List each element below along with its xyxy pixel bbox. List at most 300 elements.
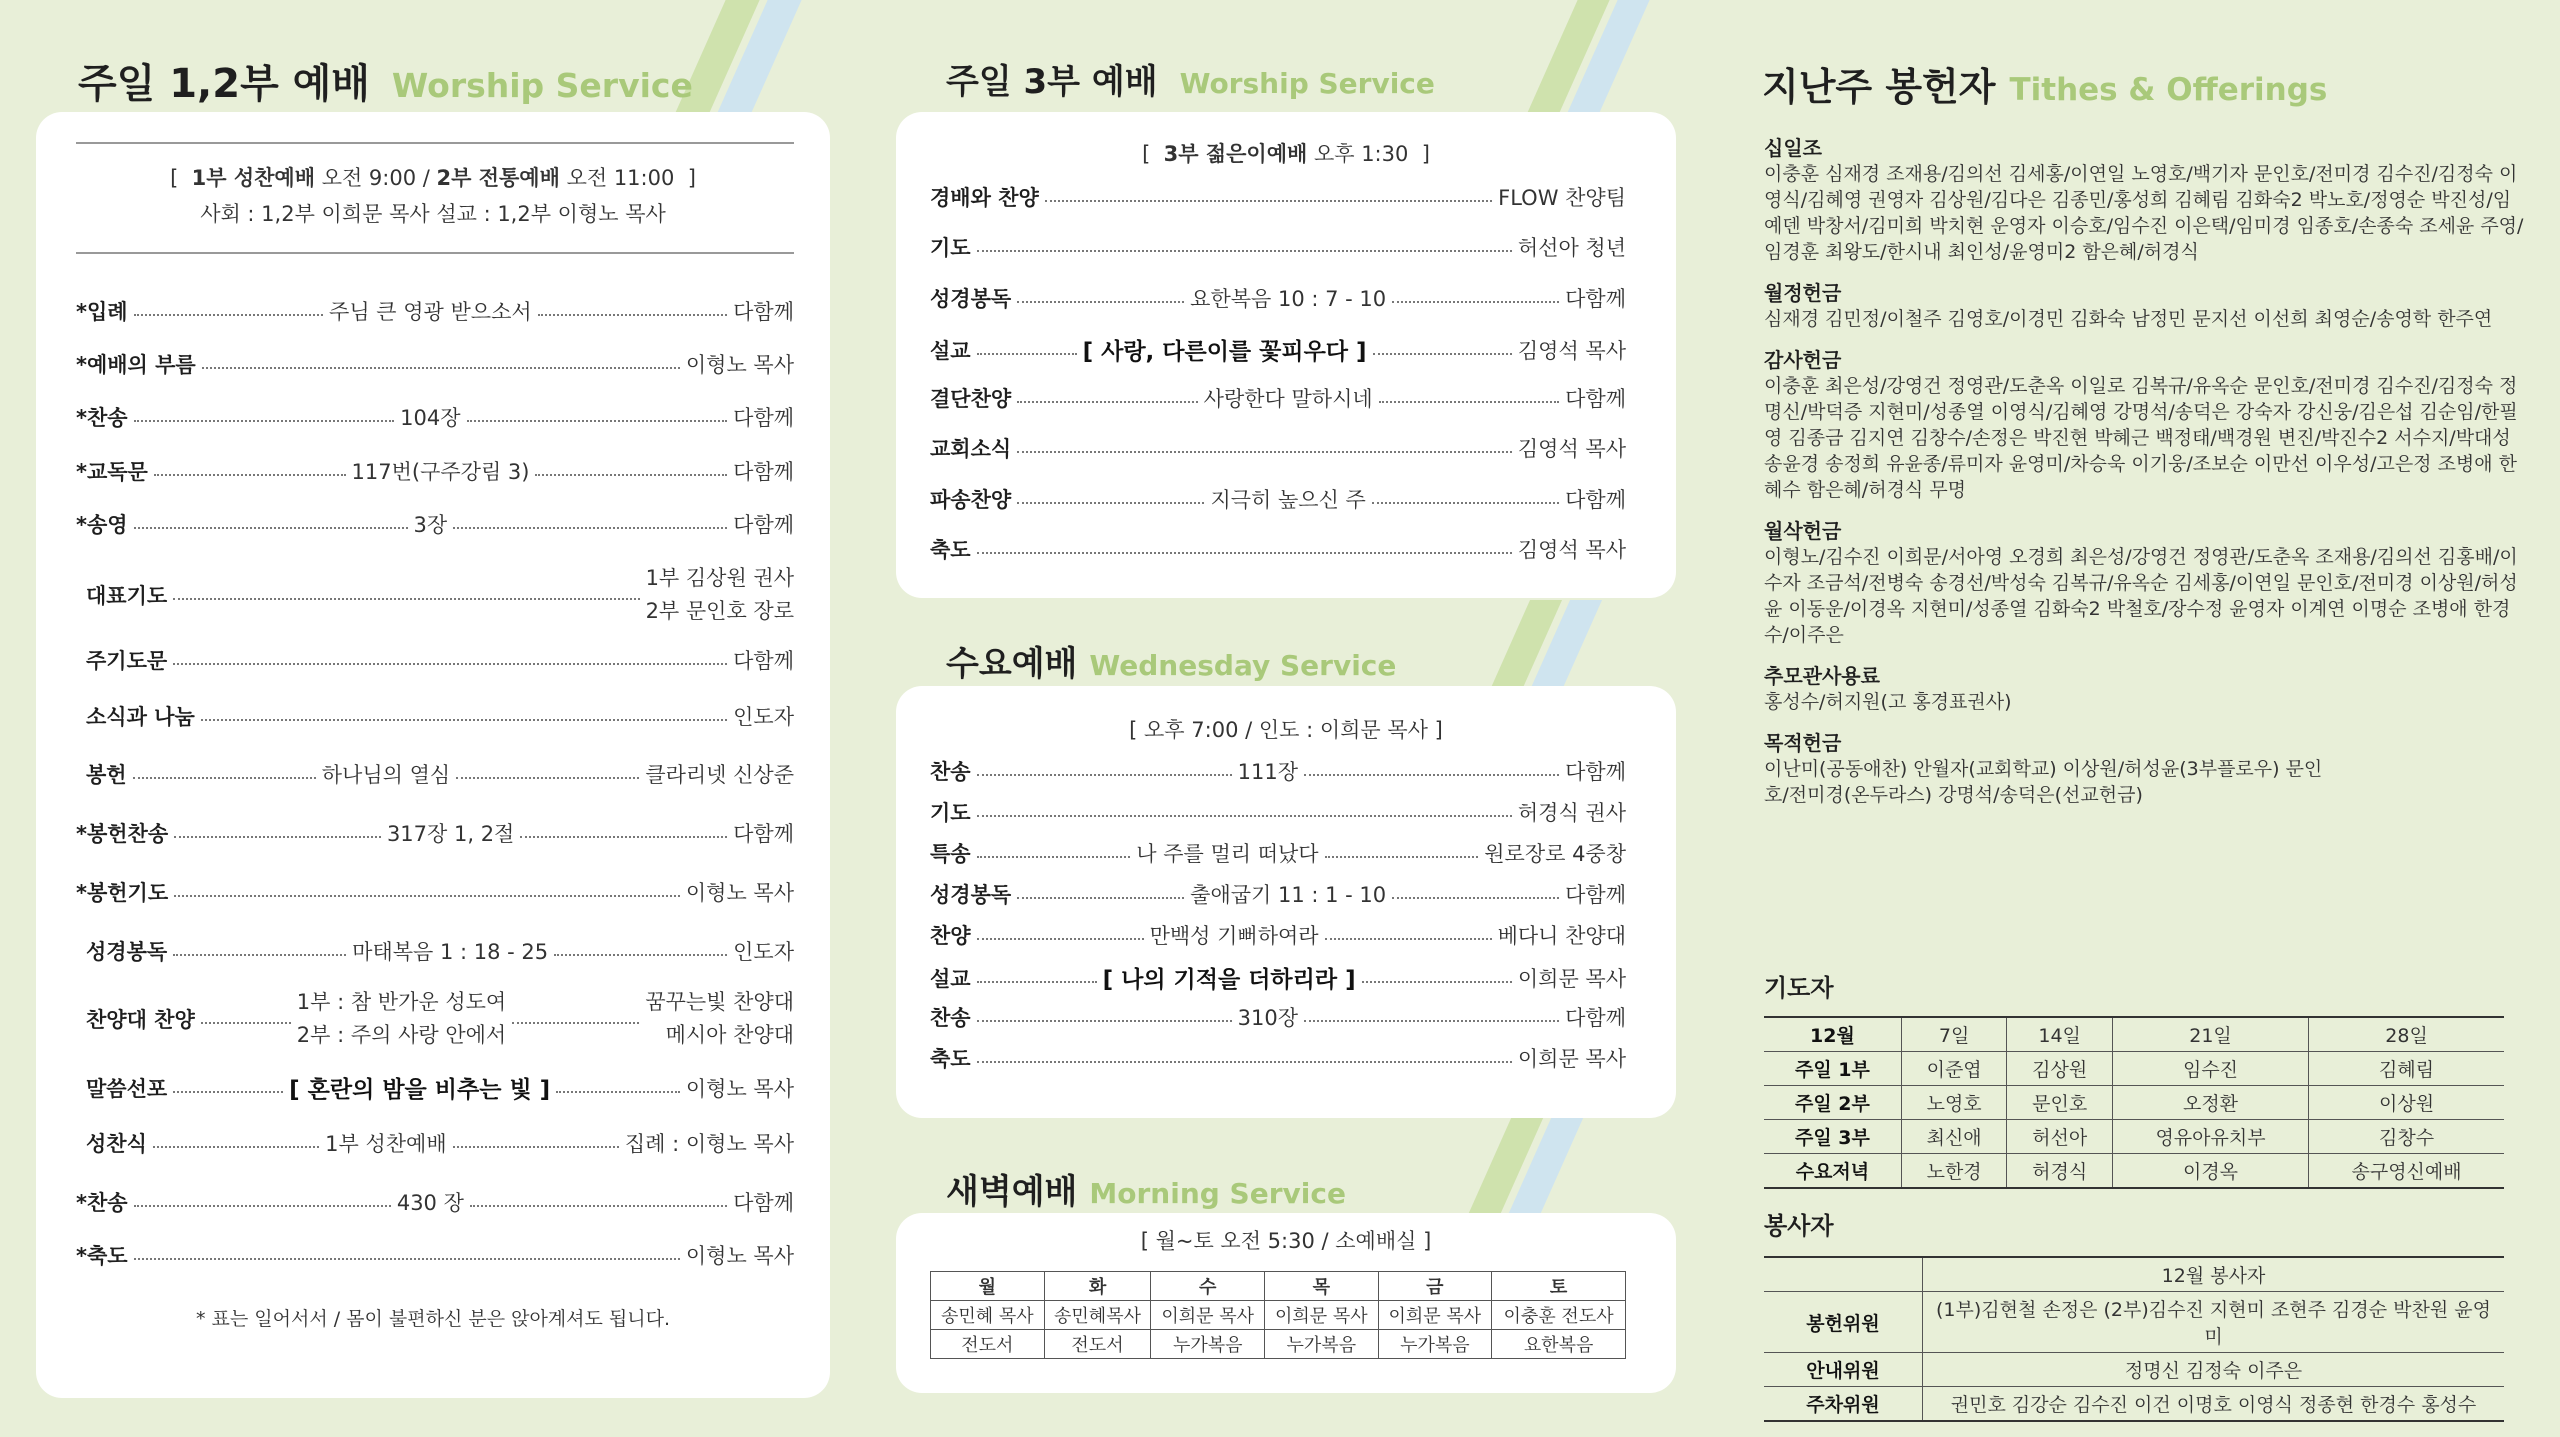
order-label: 결단찬양 — [930, 387, 1012, 411]
order-content: 지극히 높으신 주 — [1210, 488, 1366, 512]
sunday3-header — [896, 138, 1676, 168]
servant-names: 권민호 김강순 김수진 이건 이명호 이영식 정종현 한경수 홍성수 — [1923, 1387, 2505, 1422]
offerings-title-en: Tithes & Offerings — [2009, 72, 2328, 108]
servants-title: 봉사자 — [1764, 1212, 1834, 1240]
servant-role: 봉헌위원 — [1764, 1292, 1923, 1353]
order-leader: 원로장로 4중창 — [1484, 842, 1627, 866]
order-leader: 다함께 — [1565, 387, 1627, 411]
order-label: 경배와 찬양 — [930, 186, 1039, 210]
sunday3-title — [946, 54, 1435, 103]
dawn-title — [946, 1164, 1346, 1213]
order-leader: FLOW 찬양팀 — [1498, 186, 1626, 210]
order-label: 성찬식 — [86, 1132, 147, 1156]
order-label: 대표기도 — [86, 584, 168, 608]
offering-group-title: 감사헌금 — [1764, 348, 1842, 372]
bracket-open: [ — [1142, 142, 1151, 166]
offering-group-names: 심재경 김민정/이철주 김영호/이경민 김화숙 남정민 문지선 이선희 최영순/송영학 한주연 — [1764, 308, 2493, 330]
leader-dots — [173, 954, 346, 956]
order-content-multi — [297, 986, 506, 1052]
order-leader-multi — [646, 562, 794, 628]
service2-name: 2부 전통예배 — [436, 166, 560, 190]
order-content: 하나님의 열심 — [321, 763, 451, 787]
order-leader: 2부 문인호 장로 — [645, 599, 794, 623]
order-label: *축도 — [76, 1244, 128, 1268]
leader-dots — [201, 719, 727, 721]
leader-dots — [153, 1146, 319, 1148]
offering-group — [1764, 344, 2524, 503]
order-label: *교독문 — [76, 460, 148, 484]
order-leader: 김영석 목사 — [1517, 338, 1626, 363]
prayer-header-cell: 28일 — [2309, 1017, 2504, 1052]
leader-dots — [977, 938, 1144, 940]
leader-dots — [1373, 353, 1512, 355]
order-label: 찬송 — [930, 1006, 971, 1030]
dawn-leaders-row — [931, 1301, 1626, 1330]
order-label: 성경봉독 — [930, 883, 1012, 907]
order-row — [76, 456, 794, 486]
prayer-cell: 주일 3부 — [1764, 1120, 1901, 1154]
offerings-title — [1762, 56, 2327, 111]
order-row — [930, 283, 1626, 313]
order-content: 117번(구주강림 3) — [351, 460, 530, 484]
offerings-list — [1764, 120, 2524, 808]
day-cell: 월 — [931, 1272, 1045, 1301]
prayer-row — [1764, 1154, 2504, 1189]
prayer-header-cell: 14일 — [2007, 1017, 2113, 1052]
order-label: 성경봉독 — [930, 287, 1012, 311]
leader-cell: 송민혜목사 — [1044, 1301, 1151, 1330]
leader-cell: 이희문 목사 — [1378, 1301, 1492, 1330]
order-leader: 다함께 — [1565, 1006, 1626, 1030]
leader-dots — [556, 1091, 680, 1093]
service1-time: 오전 9:00 / — [321, 166, 430, 190]
offering-group-title: 십일조 — [1764, 136, 1822, 160]
leader-dots — [134, 1258, 680, 1260]
sunday3-card — [896, 112, 1676, 598]
order-leader: 허선아 청년 — [1517, 236, 1626, 260]
wednesday-card — [896, 686, 1676, 1118]
order-content: 310장 — [1237, 1006, 1299, 1030]
order-row — [930, 534, 1626, 564]
order-leader: 다함께 — [733, 649, 794, 673]
sermon-title: [ 사랑, 다른이를 꽃피우다 ] — [1082, 339, 1367, 365]
service3-name: 3부 젊은이예배 — [1163, 142, 1308, 166]
prayer-cell: 송구영신예배 — [2309, 1154, 2504, 1189]
order-row — [86, 560, 794, 630]
order-leader: 1부 김상원 권사 — [645, 566, 794, 590]
offering-group — [1764, 660, 2524, 715]
dawn-title-ko: 새벽예배 — [946, 1172, 1078, 1212]
order-leader: 다함께 — [733, 822, 794, 846]
order-leader: 다함께 — [733, 1191, 794, 1215]
dawn-card — [896, 1213, 1676, 1393]
leader-dots — [1304, 774, 1559, 776]
order-leader: 다함께 — [733, 460, 795, 484]
order-label: 찬양대 찬양 — [86, 1008, 195, 1032]
prayer-cell: 이상원 — [2309, 1086, 2504, 1120]
leader-dots — [134, 1205, 391, 1207]
leader-dots — [1325, 856, 1479, 858]
order-leader: 인도자 — [733, 940, 794, 964]
servant-names: (1부)김현철 손정은 (2부)김수진 지현미 조현주 김경순 박찬원 윤영미 — [1923, 1292, 2505, 1353]
order-row — [930, 433, 1626, 463]
prayer-header-row — [1764, 1017, 2504, 1052]
dawn-days-row — [931, 1272, 1626, 1301]
order-content: 1부 성찬예배 — [325, 1132, 447, 1156]
order-content: 출애굽기 11 : 1 - 10 — [1190, 883, 1387, 907]
servant-role: 안내위원 — [1764, 1353, 1923, 1387]
wednesday-header: [ 오후 7:00 / 인도 : 이희문 목사 ] — [1129, 718, 1443, 742]
order-row — [930, 1002, 1626, 1032]
order-row — [76, 1187, 794, 1217]
prayer-cell: 이경옥 — [2112, 1154, 2308, 1189]
leader-dots — [174, 836, 381, 838]
prayer-cell: 김혜림 — [2309, 1052, 2504, 1086]
servants-header-blank — [1764, 1257, 1923, 1292]
leader-dots — [1325, 938, 1492, 940]
order-row — [930, 383, 1626, 413]
offering-group-names: 홍성수/허지원(고 홍경표권사) — [1764, 691, 2012, 713]
leader-dots — [977, 856, 1131, 858]
order-content: 주님 큰 영광 받으소서 — [329, 300, 532, 324]
book-cell: 요한복음 — [1492, 1330, 1626, 1359]
leader-dots — [1017, 401, 1198, 403]
order-row — [76, 296, 794, 326]
order-label: 주기도문 — [86, 649, 168, 673]
bracket-open: [ — [170, 166, 179, 190]
order-label: 특송 — [930, 842, 971, 866]
sunday12-header-line2: 사회 : 1,2부 이희문 목사 설교 : 1,2부 이형노 목사 — [200, 202, 666, 226]
order-label: 찬양 — [930, 924, 971, 948]
prayer-cell: 이준엽 — [1901, 1052, 2007, 1086]
book-cell: 전도서 — [931, 1330, 1045, 1359]
order-leader: 허경식 권사 — [1517, 801, 1626, 825]
prayer-row — [1764, 1052, 2504, 1086]
leader-dots — [1362, 981, 1512, 983]
sunday12-title-en: Worship Service — [391, 66, 693, 105]
prayer-cell: 김창수 — [2309, 1120, 2504, 1154]
order-leader: 다함께 — [1565, 287, 1626, 311]
prayer-header-cell: 21일 — [2112, 1017, 2308, 1052]
order-row — [86, 701, 794, 731]
prayer-cell: 노영호 — [1901, 1086, 2007, 1120]
order-leader: 다함께 — [1565, 488, 1626, 512]
leader-dots — [554, 954, 727, 956]
book-cell: 누가복음 — [1151, 1330, 1265, 1359]
order-leader: 이형노 목사 — [685, 881, 794, 905]
leader-dots — [1017, 897, 1184, 899]
prayer-cell: 최신애 — [1901, 1120, 2007, 1154]
order-row — [930, 756, 1626, 786]
offering-group-title: 월삭헌금 — [1764, 519, 1842, 543]
leader-dots — [174, 895, 680, 897]
book-cell: 전도서 — [1044, 1330, 1151, 1359]
leader-cell: 송민혜 목사 — [931, 1301, 1045, 1330]
order-label: 기도 — [930, 801, 971, 825]
order-label: 말씀선포 — [86, 1076, 168, 1101]
order-content: 나 주를 멀리 떠났다 — [1136, 842, 1319, 866]
order-label: *예배의 부름 — [76, 353, 196, 377]
day-cell: 목 — [1265, 1272, 1379, 1301]
order-leader: 다함께 — [733, 513, 795, 537]
dawn-title-en: Morning Service — [1089, 1177, 1346, 1210]
order-row — [86, 936, 794, 966]
leader-dots — [538, 314, 727, 316]
servant-role: 주차위원 — [1764, 1387, 1923, 1422]
service2-time: 오전 11:00 — [566, 166, 675, 190]
order-row — [76, 877, 794, 907]
wednesday-title-en: Wednesday Service — [1089, 649, 1397, 682]
prayer-cell: 허경식 — [2007, 1154, 2113, 1189]
order-leader-multi — [645, 986, 794, 1052]
order-content: 사랑한다 말하시네 — [1203, 387, 1373, 411]
leader-cell: 이희문 목사 — [1265, 1301, 1379, 1330]
leader-dots — [202, 367, 680, 369]
offering-group — [1764, 277, 2524, 332]
offering-group-names: 이난미(공동애찬) 안월자(교회학교) 이상원/허성윤(3부플로우) 문인호/전미경(온두라스) 강명석/송덕은(선교헌금) — [1764, 758, 2323, 806]
sunday12-rule-bottom — [76, 252, 794, 254]
day-cell: 금 — [1378, 1272, 1492, 1301]
leader-dots — [1372, 502, 1559, 504]
day-cell: 화 — [1044, 1272, 1151, 1301]
prayer-cell: 오정환 — [2112, 1086, 2308, 1120]
prayer-cell: 수요저녁 — [1764, 1154, 1901, 1189]
servant-names: 정명신 김정숙 이주은 — [1923, 1353, 2505, 1387]
sunday12-header-line1 — [36, 162, 830, 192]
offering-group-names: 이충훈 최은성/강영건 정영관/도춘옥 이일로 김복규/유옥순 문인호/전미경 김수진/김정숙 정명신/박덕증 지현미/성종열 이영식/김혜영 강명석/송덕은 강숙자 강신웅/김은섭 김순임/한필영 김종금 김지연 김창수/손정은 박진현 박혜근 백정태/백경원 변진/박진수2 서수지/박대성 송윤경 송정희 유윤종/류미자 윤영미/차승욱 이기웅/조보순 이만선 이우성/고은정 조병애 한혜수 함은혜/허경식 무명 — [1764, 375, 2518, 501]
order-content: 430 장 — [396, 1191, 464, 1215]
order-label: *송영 — [76, 513, 128, 537]
wednesday-title — [946, 636, 1396, 685]
book-cell: 누가복음 — [1265, 1330, 1379, 1359]
prayer-row — [1764, 1120, 2504, 1154]
dawn-table — [930, 1271, 1626, 1359]
order-label: 설교 — [930, 338, 971, 363]
order-label: *찬송 — [76, 406, 128, 430]
order-row — [86, 759, 794, 789]
order-label: *봉헌찬송 — [76, 822, 169, 846]
prayer-cell: 김상원 — [2007, 1052, 2113, 1086]
order-row — [930, 961, 1626, 994]
offerings-title-ko: 지난주 봉헌자 — [1762, 65, 1996, 109]
servants-row — [1764, 1292, 2504, 1353]
offering-group-title: 추모관사용료 — [1764, 664, 1880, 688]
offering-group-names: 이충훈 심재경 조재용/김의선 김세홍/이연일 노영호/백기자 문인호/전미경 김수진/김정숙 이영식/김혜영 권영자 김상원/김다은 김종민/홍성희 김혜림 김화숙2 박노호/정영순 박진성/임예덴 박창서/김미희 박치현 운영자 이승호/임수진 이은택/임미경 임종호/손종숙 조세윤 주영/임경훈 최왕도/한시내 최인성/윤영미2 함은혜/허경식 — [1764, 163, 2524, 263]
servants-header-row — [1764, 1257, 2504, 1292]
dawn-header: [ 월~토 오전 5:30 / 소예배실 ] — [1140, 1229, 1432, 1253]
sunday12-footnote: * 표는 일어서서 / 몸이 불편하신 분은 앉아계셔도 됩니다. — [195, 1308, 671, 1330]
order-leader: 이형노 목사 — [685, 1244, 794, 1268]
prayer-header-cell: 7일 — [1901, 1017, 2007, 1052]
order-row — [930, 232, 1626, 262]
leader-dots — [1017, 301, 1184, 303]
order-row — [76, 402, 794, 432]
service1-name: 1부 성찬예배 — [191, 166, 315, 190]
leader-dots — [977, 981, 1097, 983]
order-leader: 다함께 — [1565, 883, 1626, 907]
order-leader: 집례 : 이형노 목사 — [624, 1132, 794, 1156]
leader-dots — [456, 777, 639, 779]
order-row — [76, 349, 794, 379]
servants-table — [1764, 1256, 2504, 1422]
order-row — [86, 645, 794, 675]
offering-group — [1764, 515, 2524, 648]
leader-dots — [154, 474, 346, 476]
order-content: 1부 : 참 반가운 성도여 — [296, 990, 507, 1014]
offering-group — [1764, 727, 2524, 808]
bracket-close: ] — [687, 166, 696, 190]
servants-header-cell: 12월 봉사자 — [1923, 1257, 2505, 1292]
leader-dots — [173, 663, 727, 665]
bracket-close: ] — [1421, 142, 1430, 166]
leader-dots — [453, 527, 727, 529]
leader-dots — [1392, 897, 1559, 899]
order-row — [930, 920, 1626, 950]
order-content: 111장 — [1237, 760, 1299, 784]
leader-dots — [453, 1146, 619, 1148]
order-label: 교회소식 — [930, 437, 1012, 461]
order-content: 요한복음 10 : 7 - 10 — [1190, 287, 1387, 311]
order-leader: 꿈꾸는빛 찬양대 — [645, 990, 794, 1014]
order-row — [930, 1043, 1626, 1073]
prayer-cell: 주일 2부 — [1764, 1086, 1901, 1120]
sunday3-title-ko: 주일 3부 예배 — [946, 62, 1158, 102]
order-row — [930, 838, 1626, 868]
leader-dots — [1017, 502, 1204, 504]
order-content: 마태복음 1 : 18 - 25 — [352, 940, 549, 964]
leader-dots — [977, 774, 1232, 776]
sunday3-title-en: Worship Service — [1179, 67, 1435, 100]
leader-cell: 이희문 목사 — [1151, 1301, 1265, 1330]
order-leader: 이형노 목사 — [685, 1076, 794, 1101]
order-content: 3장 — [413, 513, 448, 537]
order-label: 파송찬양 — [930, 488, 1012, 512]
prayer-cell: 임수진 — [2112, 1052, 2308, 1086]
leader-dots — [535, 474, 727, 476]
prayer-header-cell: 12월 — [1764, 1017, 1901, 1052]
leader-dots — [134, 527, 408, 529]
order-label: 성경봉독 — [86, 940, 168, 964]
prayer-table — [1764, 1016, 2504, 1189]
leader-dots — [134, 420, 395, 422]
prayer-row — [1764, 1086, 2504, 1120]
sermon-title: [ 혼란의 밤을 비추는 빛 ] — [289, 1077, 551, 1103]
order-label: 찬송 — [930, 760, 971, 784]
order-label: *입례 — [76, 300, 128, 324]
leader-dots — [977, 353, 1077, 355]
order-content: 317장 1, 2절 — [386, 822, 515, 846]
order-leader: 클라리넷 신상준 — [645, 763, 795, 787]
servants-row — [1764, 1353, 2504, 1387]
order-leader: 이희문 목사 — [1517, 1047, 1626, 1071]
day-cell: 수 — [1151, 1272, 1265, 1301]
leader-dots — [467, 420, 728, 422]
offering-group — [1764, 132, 2524, 265]
offering-group-title: 월정헌금 — [1764, 281, 1842, 305]
order-label: 축도 — [930, 1047, 971, 1071]
leader-dots — [134, 314, 323, 316]
leader-dots — [1045, 200, 1492, 202]
leader-dots — [977, 552, 1512, 554]
sunday12-rule-top — [76, 142, 794, 144]
order-row — [930, 182, 1626, 212]
order-leader: 이희문 목사 — [1517, 966, 1626, 991]
order-label: 기도 — [930, 236, 971, 260]
leader-dots — [133, 777, 316, 779]
leader-cell: 이충훈 전도사 — [1492, 1301, 1626, 1330]
leader-dots — [1017, 451, 1512, 453]
sunday12-title-ko: 주일 1,2부 예배 — [78, 61, 370, 107]
leader-dots — [977, 815, 1512, 817]
order-leader: 메시아 찬양대 — [665, 1023, 794, 1047]
service3-time: 오후 1:30 — [1313, 142, 1409, 166]
leader-dots — [173, 1091, 283, 1093]
leader-dots — [977, 1020, 1232, 1022]
order-label: *찬송 — [76, 1191, 128, 1215]
prayer-title: 기도자 — [1764, 974, 1834, 1002]
leader-dots — [977, 1061, 1512, 1063]
leader-dots — [520, 836, 727, 838]
order-row — [930, 333, 1626, 366]
order-row — [86, 1071, 794, 1104]
prayer-cell: 노한경 — [1901, 1154, 2007, 1189]
order-content: 만백성 기뻐하여라 — [1149, 924, 1319, 948]
offering-group-title: 목적헌금 — [1764, 731, 1842, 755]
order-content: 2부 : 주의 사랑 안에서 — [296, 1023, 507, 1047]
order-row — [930, 484, 1626, 514]
servants-row — [1764, 1387, 2504, 1422]
order-row — [76, 818, 794, 848]
leader-dots — [1379, 401, 1560, 403]
leader-dots — [201, 1022, 291, 1024]
order-leader: 다함께 — [733, 406, 795, 430]
sunday12-card — [36, 112, 830, 1398]
book-cell: 누가복음 — [1378, 1330, 1492, 1359]
prayer-cell: 허선아 — [2007, 1120, 2113, 1154]
leader-dots — [1392, 301, 1559, 303]
order-row — [930, 797, 1626, 827]
order-leader: 이형노 목사 — [685, 353, 794, 377]
leader-dots — [512, 1022, 639, 1024]
sunday12-title — [78, 52, 693, 109]
leader-dots — [470, 1205, 727, 1207]
order-leader: 김영석 목사 — [1517, 538, 1626, 562]
prayer-cell: 문인호 — [2007, 1086, 2113, 1120]
leader-dots — [1304, 1020, 1559, 1022]
order-leader: 인도자 — [733, 705, 794, 729]
order-row — [930, 879, 1626, 909]
order-row — [76, 1240, 794, 1270]
order-label: *봉헌기도 — [76, 881, 169, 905]
order-row — [86, 1128, 794, 1158]
prayer-cell: 영유아유치부 — [2112, 1120, 2308, 1154]
order-leader: 베다니 찬양대 — [1497, 924, 1627, 948]
order-leader: 다함께 — [733, 300, 794, 324]
order-row — [76, 509, 794, 539]
offering-group-names: 이형노/김수진 이희문/서아영 오경희 최은성/강영건 정영관/도춘옥 조재용/김의선 김홍배/이수자 조금석/전병숙 송경선/박성숙 김복규/유옥순 김세홍/이연일 문인호/전미경 이상원/허성윤 이동운/이경옥 지현미/성종열 김화숙2 박철호/장수정 윤영자 이계연 이명순 조병애 한경수/이주은 — [1764, 546, 2518, 646]
wednesday-title-ko: 수요예배 — [946, 644, 1078, 684]
prayer-cell: 주일 1부 — [1764, 1052, 1901, 1086]
order-row — [86, 984, 794, 1054]
order-label: 축도 — [930, 538, 971, 562]
order-label: 소식과 나눔 — [86, 705, 195, 729]
order-label: 설교 — [930, 966, 971, 991]
day-cell: 토 — [1492, 1272, 1626, 1301]
order-content: 104장 — [400, 406, 461, 430]
leader-dots — [173, 598, 639, 600]
leader-dots — [977, 250, 1512, 252]
order-leader: 김영석 목사 — [1517, 437, 1626, 461]
